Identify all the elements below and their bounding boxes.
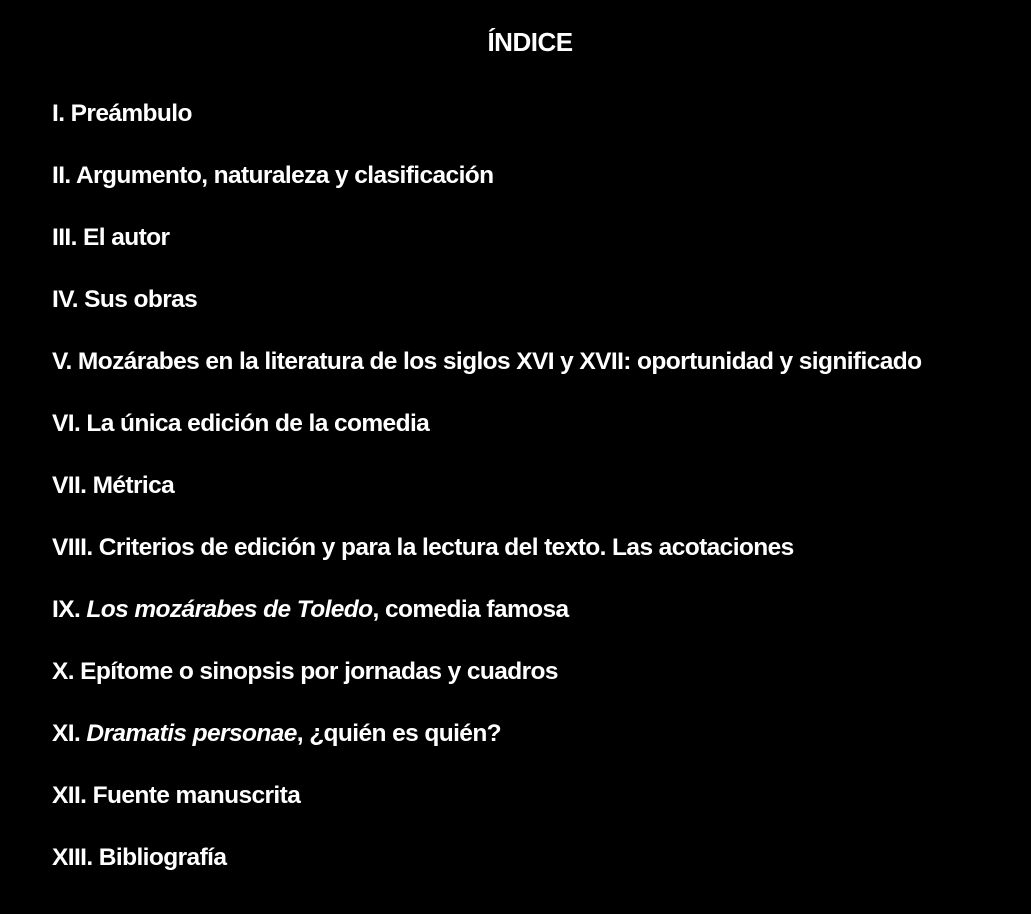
toc-item: [52, 716, 922, 778]
toc-item-text: , ¿quién es quién?: [296, 720, 502, 747]
toc-item-text: Epítome o sinopsis por jornadas y cuadros: [80, 658, 558, 685]
toc-item: [52, 468, 922, 530]
toc-item: [52, 592, 922, 654]
toc-item-text: Sus obras: [84, 286, 198, 313]
toc-item: [52, 654, 922, 716]
toc-item-number: II.: [52, 162, 71, 189]
toc-item: [52, 778, 922, 840]
toc-item-text: La única edición de la comedia: [86, 410, 430, 437]
toc-item-text: El autor: [83, 224, 170, 251]
toc-item-text: Métrica: [92, 472, 175, 499]
toc-item: [52, 530, 922, 592]
toc-item: [52, 220, 922, 282]
toc-item-number: I.: [52, 100, 65, 127]
index-title: ÍNDICE: [487, 27, 573, 57]
toc-item-text: Criterios de edición y para la lectura del texto. Las acotaciones: [98, 534, 794, 561]
toc-item-number: IX.: [52, 596, 81, 623]
toc-item: [52, 96, 922, 158]
toc-item-number: XIII.: [52, 844, 93, 871]
toc-item-number: IV.: [52, 286, 78, 313]
toc-item: [52, 158, 922, 220]
toc-item-italic-title: Los mozárabes de Toledo: [86, 596, 373, 623]
toc-item-number: X.: [52, 658, 74, 685]
toc-item-text: , comedia famosa: [372, 596, 569, 623]
toc-item-text: Fuente manuscrita: [92, 782, 301, 809]
toc-item: [52, 840, 922, 902]
toc-item-text: Preámbulo: [70, 100, 192, 127]
toc-item-number: III.: [52, 224, 77, 251]
toc-item-text: Argumento, naturaleza y clasificación: [75, 162, 494, 189]
toc-item: [52, 406, 922, 468]
toc-item-number: VII.: [52, 472, 87, 499]
toc-item: [52, 282, 922, 344]
toc-item-number: V.: [52, 348, 72, 375]
toc-item-text: Mozárabes en la literatura de los siglos XVI y XVII: oportunidad y significado: [77, 348, 922, 375]
table-of-contents: [52, 96, 922, 902]
toc-item-italic-title: Dramatis personae: [86, 720, 297, 747]
toc-item-number: XI.: [52, 720, 81, 747]
toc-item-number: XII.: [52, 782, 87, 809]
toc-item-number: VI.: [52, 410, 81, 437]
toc-item-number: VIII.: [52, 534, 93, 561]
toc-item-text: Bibliografía: [98, 844, 227, 871]
toc-item: [52, 344, 922, 406]
